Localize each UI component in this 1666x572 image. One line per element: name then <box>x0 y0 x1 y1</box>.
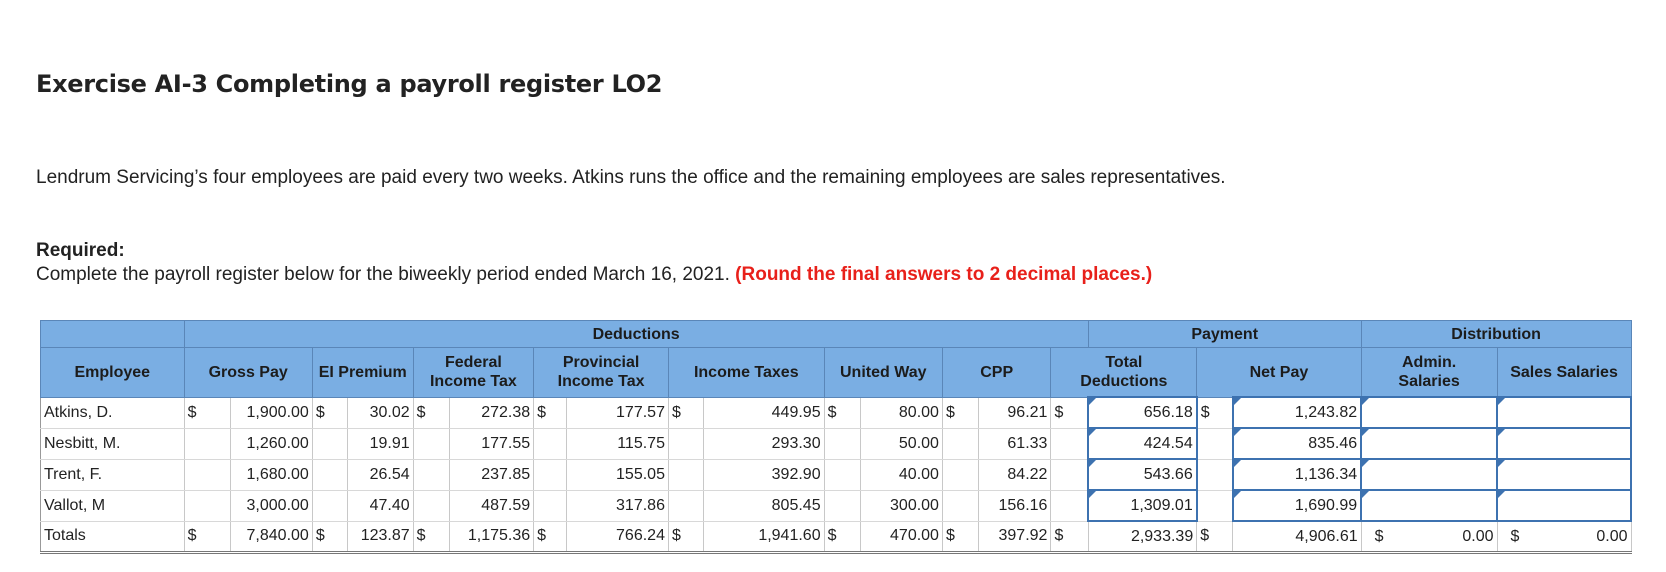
currency-blank <box>413 490 449 521</box>
currency-blank <box>413 428 449 459</box>
gross-pay-cell: 1,680.00 <box>230 459 312 490</box>
currency-blank <box>668 459 703 490</box>
currency-sign: $ <box>413 397 449 428</box>
federal-tax-total: 1,175.36 <box>449 521 533 553</box>
currency-blank <box>1197 490 1233 521</box>
currency-blank <box>413 459 449 490</box>
col-sales-salaries: Sales Salaries <box>1497 348 1631 398</box>
currency-sign: $ <box>1374 527 1384 545</box>
sales-salaries-input[interactable] <box>1497 428 1631 459</box>
gross-pay-total: 7,840.00 <box>230 521 312 553</box>
currency-sign: $ <box>312 521 347 553</box>
provincial-tax-cell: 177.57 <box>567 397 669 428</box>
admin-salaries-input[interactable] <box>1361 490 1497 521</box>
col-cpp: CPP <box>942 348 1050 398</box>
totals-row <box>41 521 1632 553</box>
currency-sign: $ <box>1197 521 1233 553</box>
provincial-tax-total: 766.24 <box>567 521 669 553</box>
currency-blank <box>1051 459 1088 490</box>
ei-premium-cell: 19.91 <box>347 428 413 459</box>
payroll-register-table <box>40 320 1632 554</box>
col-ei-premium: EI Premium <box>312 348 413 398</box>
col-total-deductions <box>1051 348 1197 398</box>
federal-tax-cell: 177.55 <box>449 428 533 459</box>
income-taxes-cell: 392.90 <box>704 459 825 490</box>
net-pay-total: 4,906.61 <box>1233 521 1361 553</box>
currency-sign: $ <box>1510 527 1520 545</box>
currency-blank <box>824 490 860 521</box>
united-way-cell: 40.00 <box>860 459 942 490</box>
currency-blank <box>184 428 230 459</box>
united-way-cell: 300.00 <box>860 490 942 521</box>
ei-premium-cell: 30.02 <box>347 397 413 428</box>
currency-sign: $ <box>184 521 230 553</box>
currency-blank <box>668 490 703 521</box>
currency-blank <box>534 428 567 459</box>
currency-blank <box>184 459 230 490</box>
admin-salaries-input[interactable] <box>1361 459 1497 490</box>
cpp-total: 397.92 <box>979 521 1051 553</box>
federal-tax-cell: 272.38 <box>449 397 533 428</box>
currency-blank <box>668 428 703 459</box>
currency-blank <box>534 459 567 490</box>
currency-sign: $ <box>312 397 347 428</box>
col-admin-line2: Salaries <box>1398 373 1460 390</box>
col-admin-salaries <box>1361 348 1497 398</box>
ei-premium-cell: 26.54 <box>347 459 413 490</box>
net-pay-input[interactable]: 1,690.99 <box>1233 490 1361 521</box>
currency-blank <box>1197 459 1233 490</box>
currency-sign: $ <box>942 521 978 553</box>
currency-sign: $ <box>534 521 567 553</box>
currency-sign: $ <box>413 521 449 553</box>
currency-blank <box>534 490 567 521</box>
currency-blank <box>1197 428 1233 459</box>
col-provincial-line1: Provincial <box>562 354 640 372</box>
currency-sign: $ <box>184 397 230 428</box>
admin-salaries-input[interactable] <box>1361 397 1497 428</box>
united-way-cell: 50.00 <box>860 428 942 459</box>
federal-tax-cell: 487.59 <box>449 490 533 521</box>
currency-blank <box>312 428 347 459</box>
cpp-cell: 96.21 <box>979 397 1051 428</box>
table-row <box>41 459 1632 490</box>
col-federal-line1: Federal <box>444 354 502 372</box>
currency-blank <box>942 459 978 490</box>
sales-salaries-input[interactable] <box>1497 397 1631 428</box>
col-federal-income-tax <box>413 348 534 398</box>
net-pay-input[interactable]: 1,136.34 <box>1233 459 1361 490</box>
currency-blank <box>1051 490 1088 521</box>
currency-blank <box>184 490 230 521</box>
employee-name: Nesbitt, M. <box>41 428 185 459</box>
col-admin-line1: Admin. <box>1401 354 1457 371</box>
deductions-group-header: Deductions <box>184 321 1088 348</box>
federal-tax-cell: 237.85 <box>449 459 533 490</box>
income-taxes-total: 1,941.60 <box>704 521 825 553</box>
totals-label: Totals <box>41 521 185 553</box>
sales-salaries-input[interactable] <box>1497 459 1631 490</box>
currency-blank <box>312 490 347 521</box>
col-united-way: United Way <box>824 348 942 398</box>
gross-pay-cell: 1,260.00 <box>230 428 312 459</box>
net-pay-input[interactable]: 1,243.82 <box>1233 397 1361 428</box>
currency-sign: $ <box>1051 397 1088 428</box>
required-text: Complete the payroll register below for the biweekly period ended March 16, 2021. <box>36 264 730 285</box>
provincial-tax-cell: 155.05 <box>567 459 669 490</box>
total-deductions-input[interactable]: 1,309.01 <box>1088 490 1197 521</box>
currency-sign: $ <box>942 397 978 428</box>
intro-paragraph: Lendrum Servicing’s four employees are paid every two weeks. Atkins runs the office and the remaining employees are sales representatives. <box>36 167 1226 188</box>
sales-salaries-total <box>1497 521 1631 553</box>
col-provincial-line2: Income Tax <box>557 373 645 391</box>
total-deductions-input[interactable]: 424.54 <box>1088 428 1197 459</box>
sales-salaries-input[interactable] <box>1497 490 1631 521</box>
cpp-cell: 61.33 <box>979 428 1051 459</box>
admin-salaries-input[interactable] <box>1361 428 1497 459</box>
cpp-cell: 84.22 <box>979 459 1051 490</box>
currency-blank <box>824 459 860 490</box>
currency-sign: $ <box>824 521 860 553</box>
total-deductions-input[interactable]: 543.66 <box>1088 459 1197 490</box>
required-instructions <box>36 264 1152 286</box>
table-row <box>41 428 1632 459</box>
united-way-total: 470.00 <box>860 521 942 553</box>
currency-sign: $ <box>824 397 860 428</box>
currency-sign: $ <box>534 397 567 428</box>
exercise-title: Exercise AI-3 Completing a payroll register LO2 <box>36 70 663 98</box>
required-label: Required: <box>36 240 125 261</box>
col-employee: Employee <box>41 348 185 398</box>
distribution-group-header: Distribution <box>1361 321 1631 348</box>
col-provincial-income-tax <box>534 348 669 398</box>
table-row <box>41 397 1632 428</box>
employee-name: Trent, F. <box>41 459 185 490</box>
income-taxes-cell: 293.30 <box>704 428 825 459</box>
provincial-tax-cell: 115.75 <box>567 428 669 459</box>
admin-total-value: 0.00 <box>1462 527 1494 545</box>
col-income-taxes: Income Taxes <box>668 348 824 398</box>
currency-sign: $ <box>1197 397 1233 428</box>
provincial-tax-cell: 317.86 <box>567 490 669 521</box>
income-taxes-cell: 805.45 <box>704 490 825 521</box>
col-total-line2: Deductions <box>1080 373 1168 390</box>
currency-blank <box>312 459 347 490</box>
gross-pay-cell: 3,000.00 <box>230 490 312 521</box>
admin-salaries-total <box>1361 521 1497 553</box>
total-deductions-total: 2,933.39 <box>1088 521 1197 553</box>
ei-premium-cell: 47.40 <box>347 490 413 521</box>
table-row <box>41 490 1632 521</box>
income-taxes-cell: 449.95 <box>704 397 825 428</box>
employee-name: Atkins, D. <box>41 397 185 428</box>
currency-sign: $ <box>668 397 703 428</box>
total-deductions-input[interactable]: 656.18 <box>1088 397 1197 428</box>
header-row-columns <box>41 348 1632 398</box>
header-row-groups <box>41 321 1632 348</box>
currency-blank <box>824 428 860 459</box>
net-pay-input[interactable]: 835.46 <box>1233 428 1361 459</box>
employee-name: Vallot, M <box>41 490 185 521</box>
ei-premium-total: 123.87 <box>347 521 413 553</box>
currency-blank <box>1051 428 1088 459</box>
header-blank <box>41 321 185 348</box>
currency-blank <box>942 428 978 459</box>
united-way-cell: 80.00 <box>860 397 942 428</box>
col-net-pay: Net Pay <box>1197 348 1361 398</box>
payment-group-header: Payment <box>1088 321 1361 348</box>
sales-total-value: 0.00 <box>1596 527 1628 545</box>
col-gross-pay: Gross Pay <box>184 348 312 398</box>
gross-pay-cell: 1,900.00 <box>230 397 312 428</box>
col-federal-line2: Income Tax <box>429 373 517 391</box>
currency-sign: $ <box>668 521 703 553</box>
rounding-note: (Round the final answers to 2 decimal places.) <box>735 264 1153 285</box>
currency-sign: $ <box>1051 521 1088 553</box>
cpp-cell: 156.16 <box>979 490 1051 521</box>
currency-blank <box>942 490 978 521</box>
col-total-line1: Total <box>1105 354 1143 371</box>
